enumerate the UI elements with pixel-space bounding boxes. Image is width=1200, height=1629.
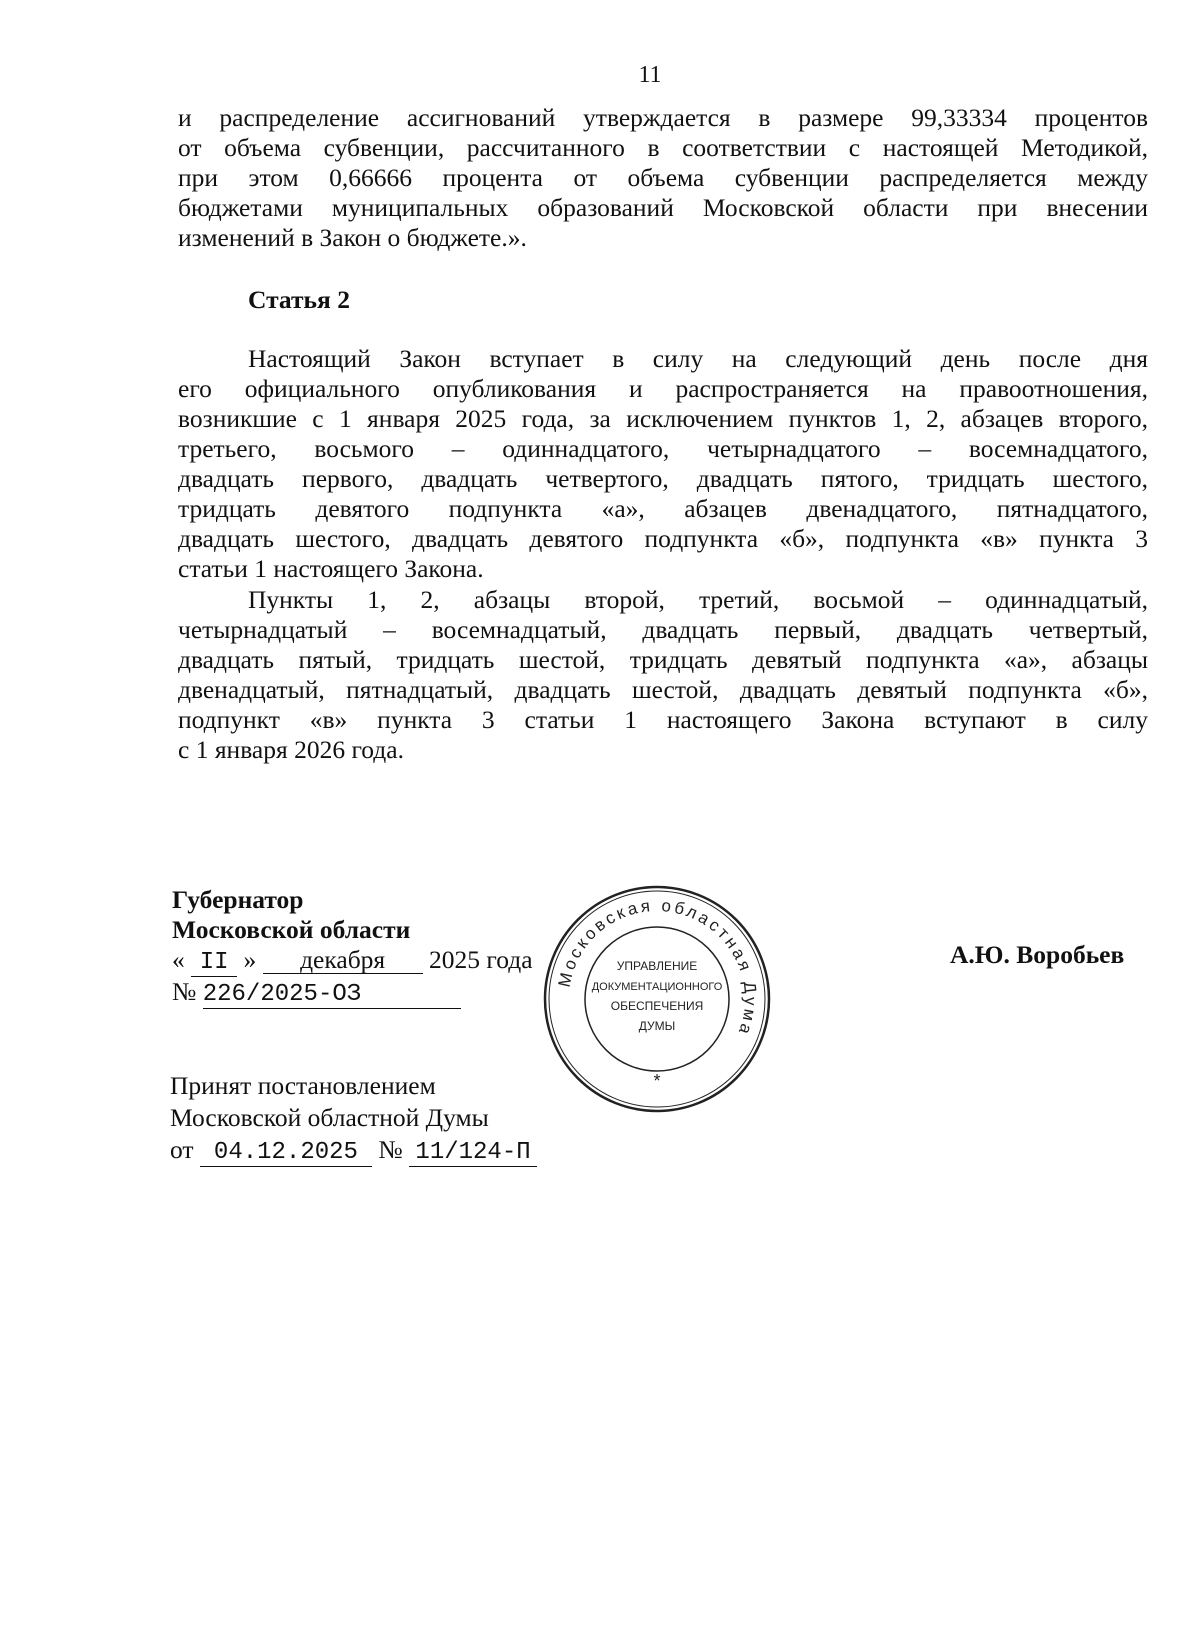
law-number: 226/2025-ОЗ bbox=[203, 982, 461, 1009]
stamp-outer-text: Московская областная Дума bbox=[554, 895, 761, 1040]
date-close-quote: » bbox=[243, 945, 257, 974]
text-line: Настоящий Закон вступает в силу на следующий день после дня bbox=[248, 344, 1148, 373]
text-line: с 1 января 2026 года. bbox=[178, 735, 404, 764]
signature-title-line: Московской области bbox=[172, 915, 411, 944]
text-line: Пункты 1, 2, абзацы второй, третий, восьмой – одиннадцатый, bbox=[248, 585, 1148, 614]
text-line: двадцать шестого, двадцать девятого подпункта «б», подпункта «в» пункта 3 bbox=[178, 524, 1148, 553]
signature-date bbox=[172, 945, 533, 977]
text-line: и распределение ассигнований утверждается в размере 99,33334 процентов bbox=[178, 103, 1148, 132]
text-line: от объема субвенции, рассчитанного в соответствии с настоящей Методикой, bbox=[178, 133, 1148, 162]
text-line: двадцать первого, двадцать четвертого, двадцать пятого, тридцать шестого, bbox=[178, 464, 1148, 493]
adoption-block bbox=[170, 1070, 537, 1167]
signature-title-line: Губернатор bbox=[172, 885, 304, 914]
text-line: изменений в Закон о бюджете.». bbox=[178, 223, 527, 252]
text-line: при этом 0,66666 процента от объема субвенции распределяется между bbox=[178, 163, 1148, 192]
text-line: тридцать девятого подпункта «а», абзацев двенадцатого, пятнадцатого, bbox=[178, 494, 1148, 523]
date-open-quote: « bbox=[172, 945, 185, 974]
article-heading: Статья 2 bbox=[248, 285, 350, 314]
stamp-inner-line: УПРАВЛЕНИЕ bbox=[616, 959, 698, 973]
stamp-star-icon: * bbox=[653, 1071, 661, 1091]
number-sign: № bbox=[172, 977, 197, 1006]
adoption-number-sign: № bbox=[378, 1135, 403, 1164]
text-line: двенадцатый, пятнадцатый, двадцать шестой, двадцать девятый подпункта «б», bbox=[178, 675, 1148, 704]
continuation-paragraph bbox=[178, 103, 1148, 253]
text-line: возникшие с 1 января 2025 года, за исключением пунктов 1, 2, абзацев второго, bbox=[178, 404, 1148, 433]
adoption-line: Московской областной Думы bbox=[170, 1103, 489, 1132]
adoption-date: 04.12.2025 bbox=[200, 1140, 372, 1167]
date-month: декабря bbox=[263, 947, 423, 974]
stamp-inner-line: ДОКУМЕНТАЦИОННОГО bbox=[591, 981, 723, 993]
governor-signature-block bbox=[172, 885, 533, 1009]
text-line: его официального опубликования и распространяется на правоотношения, bbox=[178, 374, 1148, 403]
paragraph-exceptions bbox=[178, 585, 1148, 765]
text-line: двадцать пятый, тридцать шестой, тридцать девятый подпункта «а», абзацы bbox=[178, 645, 1148, 674]
text-line: четырнадцатый – восемнадцатый, двадцать первый, двадцать четвертый, bbox=[178, 615, 1148, 644]
date-year: 2025 года bbox=[429, 945, 533, 974]
page-number: 11 bbox=[638, 62, 662, 88]
text-line: третьего, восьмого – одиннадцатого, четырнадцатого – восемнадцатого, bbox=[178, 434, 1148, 463]
text-line: подпункт «в» пункта 3 статьи 1 настоящего Закона вступают в силу bbox=[178, 705, 1148, 734]
stamp-inner-line: ДУМЫ bbox=[638, 1019, 676, 1033]
signature-number bbox=[172, 977, 533, 1009]
adoption-number: 11/124-П bbox=[409, 1140, 537, 1167]
signer-name: А.Ю. Воробьев bbox=[950, 940, 1125, 969]
paragraph-entry-into-force bbox=[178, 344, 1148, 584]
adoption-reference bbox=[170, 1134, 537, 1167]
text-line: бюджетами муниципальных образований Московской области при внесении bbox=[178, 193, 1148, 222]
adoption-from-label: от bbox=[170, 1135, 194, 1164]
stamp-inner-line: ОБЕСПЕЧЕНИЯ bbox=[610, 999, 704, 1013]
adoption-line: Принят постановлением bbox=[170, 1071, 436, 1100]
date-day: II bbox=[191, 950, 237, 977]
official-stamp bbox=[542, 884, 772, 1114]
text-line: статьи 1 настоящего Закона. bbox=[178, 554, 484, 583]
